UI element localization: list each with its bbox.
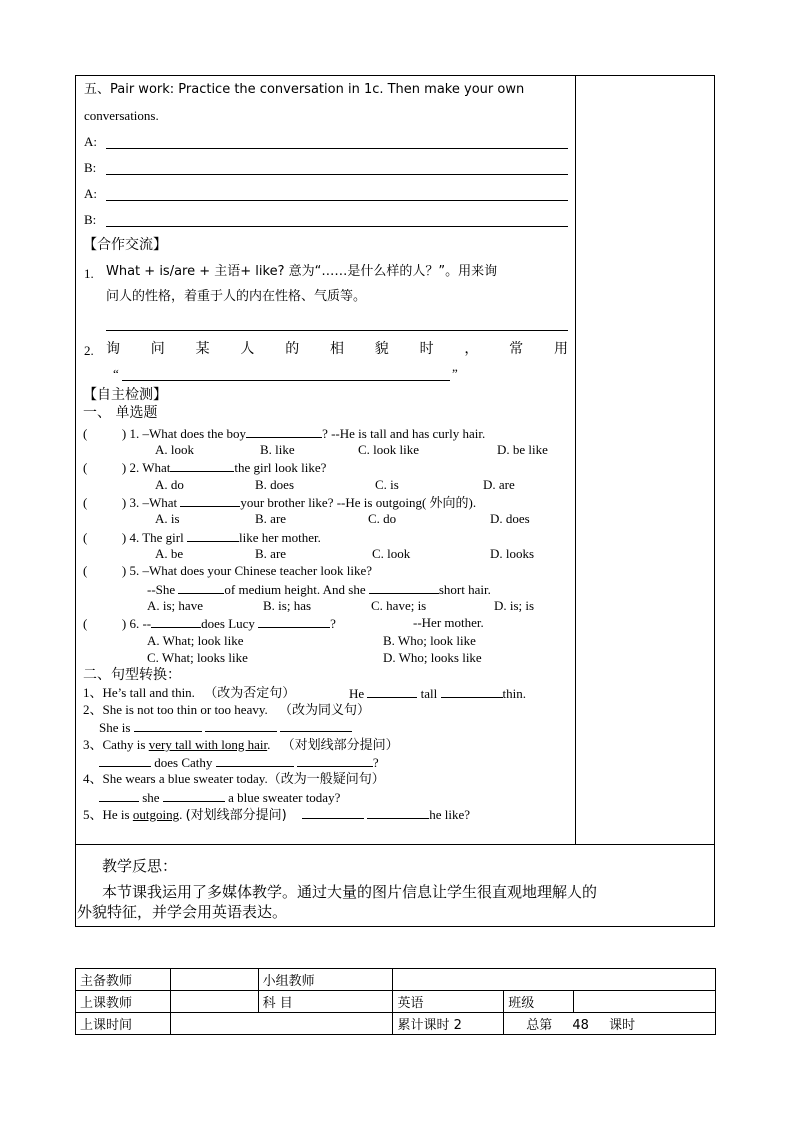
question-text: short hair. (438, 582, 491, 597)
class-value[interactable] (574, 991, 716, 1013)
option-d[interactable]: D. is; is (494, 598, 535, 613)
subject-label: 科 目 (258, 991, 393, 1013)
transform-instruction: (对划线部分提问) (185, 808, 287, 823)
fill-blank[interactable] (280, 719, 352, 732)
transform-text: he like? (429, 807, 471, 822)
dialog-label: A: (84, 134, 97, 149)
option-a[interactable]: A. do (155, 477, 184, 492)
transform-3 (83, 737, 399, 754)
question-text: 4. The girl (129, 530, 184, 545)
transform-text: 5、He is (83, 807, 130, 822)
close-quote: ” (452, 366, 458, 381)
option-d[interactable]: D. does (490, 511, 530, 526)
dialog-label: A: (84, 186, 97, 201)
option-b[interactable]: B. does (255, 477, 294, 492)
dialog-answer-line[interactable] (106, 226, 568, 227)
item2-char: 问 (150, 341, 165, 357)
total-number: 48 (572, 1018, 589, 1033)
answer-paren: ( (83, 460, 88, 475)
question-5-line2 (147, 581, 491, 598)
question-6-answer: --Her mother. (413, 615, 484, 630)
fill-blank[interactable] (134, 719, 202, 732)
question-text: of medium height. And she (224, 582, 366, 597)
transform-instruction: （改为同义句） (279, 703, 371, 718)
pair-work-line1: 五、Pair work: Practice the conversation in 1c. Then make your own (84, 82, 525, 97)
part2-title: 二、句型转换： (83, 667, 181, 683)
transform-text: She is (99, 720, 131, 735)
question-text: does Lucy (201, 616, 255, 631)
fill-blank[interactable] (205, 719, 277, 732)
fill-blank[interactable] (151, 615, 201, 628)
option-b[interactable]: B. Who; look like (383, 633, 476, 648)
dialog-answer-line[interactable] (106, 200, 568, 201)
option-d[interactable]: D. looks (490, 546, 535, 561)
question-text: the girl look like? (234, 460, 327, 475)
option-a[interactable]: A. What; look like (147, 633, 244, 648)
fill-blank[interactable] (163, 789, 225, 802)
item2-text (106, 340, 568, 358)
answer-paren: ( (83, 563, 88, 578)
fill-blank[interactable] (99, 789, 139, 802)
question-6 (83, 615, 336, 632)
transform-text: thin. (502, 686, 527, 701)
total-unit: 课时 (609, 1018, 636, 1033)
item2-char: 貌 (374, 341, 389, 357)
transform-5 (83, 806, 470, 824)
group-teacher-label: 小组教师 (258, 969, 393, 991)
question-text: 6. -- (129, 616, 152, 631)
option-d[interactable]: D. Who; looks like (383, 650, 482, 665)
subject-value: 英语 (393, 991, 504, 1013)
option-b[interactable]: B. like (260, 442, 295, 457)
option-d[interactable]: D. be like (497, 442, 548, 457)
option-c[interactable]: C. What; looks like (147, 650, 248, 665)
part1-title: 一、 单选题 (83, 405, 158, 421)
question-text: 1. –What does the boy (129, 426, 247, 441)
item2-char: 询 (106, 341, 120, 357)
item2-char: 时 (419, 341, 434, 357)
transform-1 (83, 685, 295, 702)
option-a[interactable]: A. is (155, 511, 180, 526)
fill-blank[interactable] (178, 581, 224, 594)
dialog-label: B: (84, 160, 97, 175)
option-b[interactable]: B. are (255, 511, 287, 526)
item2-char: 用 (553, 341, 568, 357)
transform-text: tall (420, 686, 438, 701)
transform-text: 4、She wears a blue sweater today. (83, 771, 268, 786)
dialog-answer-line[interactable] (106, 148, 568, 149)
transform-3-answer (99, 754, 379, 771)
reflection-text-2: 外貌特征，并学会用英语表达。 (77, 903, 288, 921)
answer-paren: ( (83, 426, 88, 441)
transform-2 (83, 702, 370, 719)
transform-text: . (179, 807, 183, 822)
item2-char: ， (464, 341, 479, 357)
fill-blank[interactable] (99, 754, 151, 767)
answer-paren: ) (121, 495, 127, 510)
option-b[interactable]: B. is; has (263, 598, 312, 613)
option-d[interactable]: D. are (483, 477, 515, 492)
option-c[interactable]: C. look like (358, 442, 420, 457)
transform-instruction: （对划线部分提问） (281, 738, 399, 753)
table-divider-vertical (575, 75, 576, 844)
question-text: ? --He is tall and has curly hair. (322, 426, 486, 441)
teacher-info-table (75, 968, 716, 1035)
question-text: your brother like? --He is outgoing( 外向的). (240, 495, 477, 510)
transform-4 (83, 771, 385, 788)
option-a[interactable]: A. look (155, 442, 194, 457)
question-text: --She (147, 582, 176, 597)
answer-paren: ) (121, 530, 127, 545)
answer-paren: ( (83, 616, 88, 631)
transform-instruction: （改为一般疑问句） (267, 772, 385, 787)
answer-paren: ( (83, 495, 88, 510)
item2-char: 相 (329, 341, 344, 357)
question-4 (83, 529, 321, 546)
question-text: like her mother. (238, 530, 321, 545)
item1-text-2: 问人的性格，着重于人的内在性格、气质等。 (106, 289, 367, 304)
item2-char: 的 (285, 341, 300, 357)
fill-blank[interactable] (187, 529, 239, 542)
item1-answer-line[interactable] (106, 330, 568, 331)
question-1 (83, 425, 485, 442)
transform-text: 2、She is not too thin or too heavy. (83, 702, 268, 717)
question-3 (83, 494, 476, 511)
reflection-title: 教学反思： (102, 857, 178, 875)
cooperation-title: 【合作交流】 (83, 237, 167, 253)
fill-blank[interactable] (369, 581, 439, 594)
pair-work-heading (84, 82, 524, 98)
transform-1-answer (349, 685, 526, 702)
transform-text: does Cathy (154, 755, 213, 770)
class-teacher-value[interactable] (170, 991, 258, 1013)
fill-blank[interactable] (441, 685, 503, 698)
option-c[interactable]: C. have; is (371, 598, 427, 613)
option-c[interactable]: C. is (375, 477, 399, 492)
transform-4-answer (99, 789, 340, 806)
dialog-label: B: (84, 212, 97, 227)
table-divider-horizontal (75, 844, 715, 845)
question-text: 2. What (129, 460, 171, 475)
cumulative-hours: 累计课时 2 (393, 1013, 504, 1035)
question-text: 5. –What does your Chinese teacher look like? (129, 563, 373, 578)
question-text: 3. –What (129, 495, 178, 510)
answer-paren: ) (121, 460, 127, 475)
underlined-phrase: outgoing (132, 807, 180, 822)
answer-paren: ( (83, 530, 88, 545)
transform-text: ? (372, 755, 379, 770)
transform-text: 1、He’s tall and thin. (83, 685, 195, 700)
transform-text: 3、Cathy is (83, 737, 146, 752)
answer-paren: ) (121, 616, 127, 631)
answer-paren: ) (121, 426, 127, 441)
fill-blank[interactable] (367, 806, 429, 819)
option-a[interactable]: A. be (155, 546, 184, 561)
class-label: 班级 (504, 991, 574, 1013)
reflection-text: 本节课我运用了多媒体教学。通过大量的图片信息让学生很直观地理解人的 (102, 883, 598, 901)
pair-work-heading-2: conversations. (84, 108, 159, 123)
question-5 (83, 563, 372, 579)
option-a[interactable]: A. is; have (147, 598, 203, 613)
transform-text: . (267, 737, 271, 752)
class-time-value[interactable] (170, 1013, 393, 1035)
underlined-phrase: very tall with long hair (148, 737, 268, 752)
transform-text: He (349, 686, 365, 701)
fill-blank[interactable] (180, 494, 240, 507)
class-time-label: 上课时间 (76, 1013, 171, 1035)
open-quote: “ (113, 366, 119, 381)
lead-teacher-value[interactable] (170, 969, 258, 991)
transform-instruction: （改为否定句） (204, 686, 296, 701)
transform-text: a blue sweater today? (228, 790, 341, 805)
item2-number: 2. (84, 343, 94, 358)
answer-paren: ) (121, 563, 127, 578)
group-teacher-value[interactable] (393, 969, 716, 991)
option-b[interactable]: B. are (255, 546, 287, 561)
fill-blank[interactable] (367, 685, 417, 698)
question-text: ? (330, 616, 336, 631)
self-check-title: 【自主检测】 (83, 387, 167, 403)
option-c[interactable]: C. do (368, 511, 397, 526)
total-label: 总第 (526, 1018, 553, 1033)
item1-text: What + is/are + 主语+ like? 意为“……是什么样的人？”。用来询 (106, 264, 498, 279)
total-hours (504, 1013, 716, 1035)
transform-text: she (142, 790, 160, 805)
fill-blank[interactable] (258, 615, 330, 628)
item2-char: 常 (509, 341, 524, 357)
transform-2-answer (99, 719, 352, 736)
lead-teacher-label: 主备教师 (76, 969, 171, 991)
item2-char: 某 (195, 341, 210, 357)
item2-char: 人 (240, 341, 255, 357)
item2-answer-line[interactable] (122, 380, 450, 381)
fill-blank[interactable] (297, 754, 373, 767)
fill-blank[interactable] (302, 806, 364, 819)
question-2 (83, 459, 326, 476)
fill-blank[interactable] (170, 459, 234, 472)
dialog-answer-line[interactable] (106, 174, 568, 175)
class-teacher-label: 上课教师 (76, 991, 171, 1013)
fill-blank[interactable] (216, 754, 294, 767)
item1-number: 1. (84, 266, 94, 281)
fill-blank[interactable] (246, 425, 322, 438)
option-c[interactable]: C. look (372, 546, 411, 561)
